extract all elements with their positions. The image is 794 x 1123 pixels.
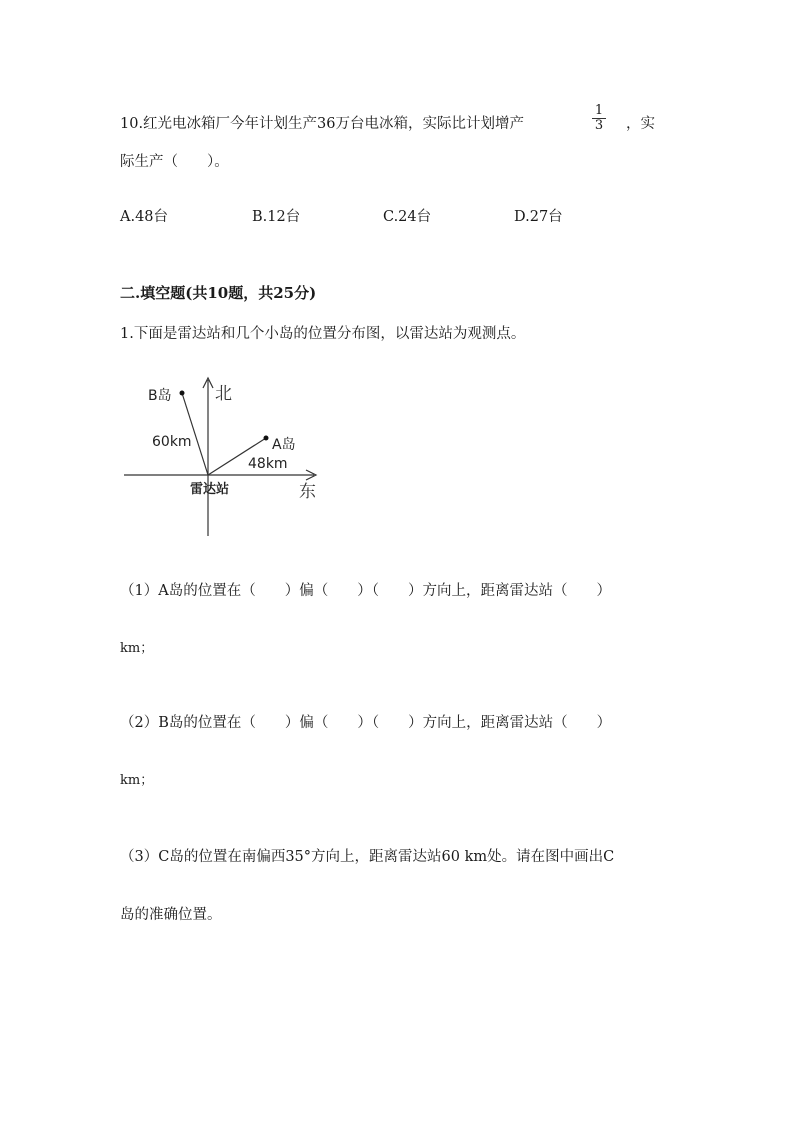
island-b-point: [180, 391, 185, 396]
q10-line1-suffix: ，实: [626, 116, 655, 132]
q10-option-b[interactable]: B.12台: [252, 209, 301, 225]
q10-line2: 际生产（ ）。: [120, 154, 229, 170]
q1-sub1-unit: km；: [120, 641, 154, 656]
east-label: 东: [299, 482, 316, 502]
island-b-label: B岛: [148, 388, 172, 404]
fraction-denominator: 3: [594, 118, 604, 133]
q1-sub3-line2: 岛的准确位置。: [120, 907, 222, 923]
island-a-point: [264, 436, 269, 441]
station-label: 雷达站: [190, 482, 230, 497]
q10-option-d[interactable]: D.27台: [514, 209, 563, 225]
q1-sub2: （2）B岛的位置在（ ）偏（ ）（ ）方向上，距离雷达站（ ）: [120, 715, 612, 731]
q10-option-a[interactable]: A.48台: [120, 209, 169, 225]
section-title: 二.填空题(共10题，共25分): [120, 284, 317, 302]
q1-sub3-line1: （3）C岛的位置在南偏西35°方向上，距离雷达站60 km处。请在图中画出C: [120, 849, 615, 865]
q1-stem: 1.下面是雷达站和几个小岛的位置分布图，以雷达站为观测点。: [120, 326, 526, 342]
q1-sub1: （1）A岛的位置在（ ）偏（ ）（ ）方向上，距离雷达站（ ）: [120, 583, 611, 599]
q1-sub2-unit: km；: [120, 773, 154, 788]
radar-diagram: [118, 372, 328, 542]
q10-line1-prefix: 10.红光电冰箱厂今年计划生产36万台电冰箱，实际比计划增产: [120, 116, 525, 132]
fraction-numerator: 1: [592, 104, 606, 119]
q10-fraction: [592, 104, 606, 133]
q10-option-c[interactable]: C.24台: [383, 209, 432, 225]
island-a-label: A岛: [272, 437, 296, 453]
north-label: 北: [215, 384, 232, 404]
distance-a-label: 48km: [248, 456, 288, 472]
distance-b-label: 60km: [152, 434, 192, 450]
